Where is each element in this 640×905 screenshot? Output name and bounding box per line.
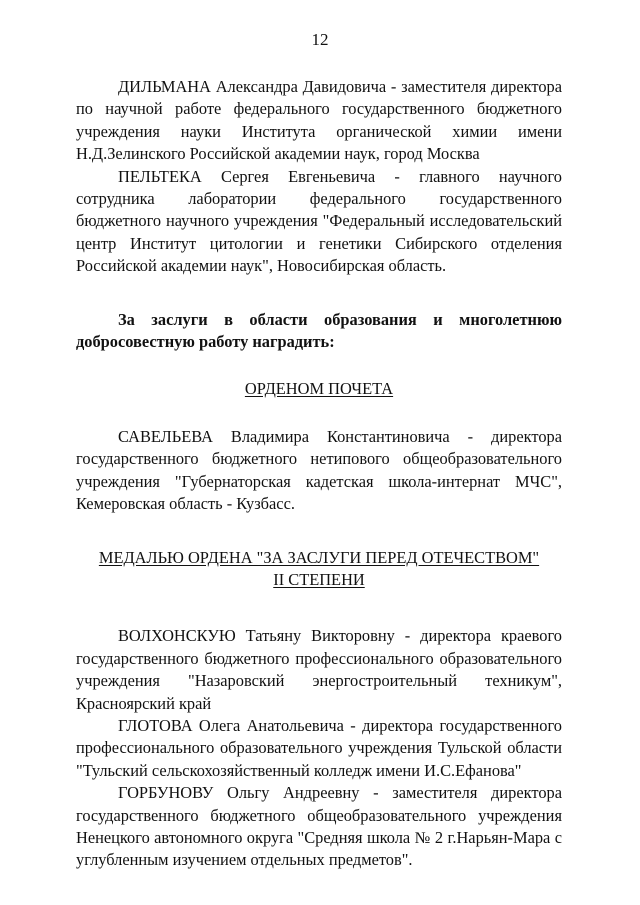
spacer	[76, 401, 562, 426]
paragraph-dilman: ДИЛЬМАНА Александра Давидовича - заместителя директора по научной работе федерального государственного бюджетного учреждения науки Института органической химии имени Н.Д.Зелинского Российской академии наук, город Москва	[76, 77, 562, 164]
spacer	[76, 353, 562, 378]
paragraph-savelyev: САВЕЛЬЕВА Владимира Константиновича - директора государственного бюджетного нетипового общеобразовательного учреждения "Губернаторская кадетская школа-интернат МЧС", Кемеровская область - Кузбасс.	[76, 426, 562, 514]
paragraph-glotov: ГЛОТОВА Олега Анатольевича - директора государственного профессионального образовательного учреждения Тульской области "Тульский сельскохозяйственный колледж имени И.С.Ефанова"	[76, 715, 562, 780]
award-title-order-of-honor: ОРДЕНОМ ПОЧЕТА	[244, 379, 394, 399]
paragraph-peltek: ПЕЛЬТЕКА Сергея Евгеньевича - главного научного сотрудника лаборатории федерального государственного бюджетного научного учреждения "Федеральный исследовательский центр Институт цитологии и генетики Сибирского отделения Российской академии наук", Новосибирская область.	[76, 166, 562, 276]
spacer	[76, 278, 562, 309]
paragraph-volkhonskaya: ВОЛХОНСКУЮ Татьяну Викторовну - директора краевого государственного бюджетного профессионального образовательного учреждения "Назаровский энергостроительный техникум", Красноярский край	[76, 626, 562, 713]
award-title-medal	[76, 547, 562, 592]
document-body	[76, 76, 562, 872]
award-medal-line-1: МЕДАЛЬЮ ОРДЕНА "ЗА ЗАСЛУГИ ПЕРЕД ОТЕЧЕСТВОМ"	[98, 547, 540, 567]
paragraph-gorbunova: ГОРБУНОВУ Ольгу Андреевну - заместителя директора государственного бюджетного общеобразовательного учреждения Ненецкого автономного округа "Средняя школа № 2 г.Нарьян-Мара с углубленным изучением отдельных предметов".	[76, 783, 562, 870]
award-medal-line-2: II СТЕПЕНИ	[273, 569, 365, 589]
section-heading-education: За заслуги в области образования и многолетнюю добросовестную работу наградить:	[76, 309, 562, 352]
spacer	[76, 516, 562, 547]
spacer	[76, 591, 562, 625]
page-number: 12	[311, 30, 329, 49]
